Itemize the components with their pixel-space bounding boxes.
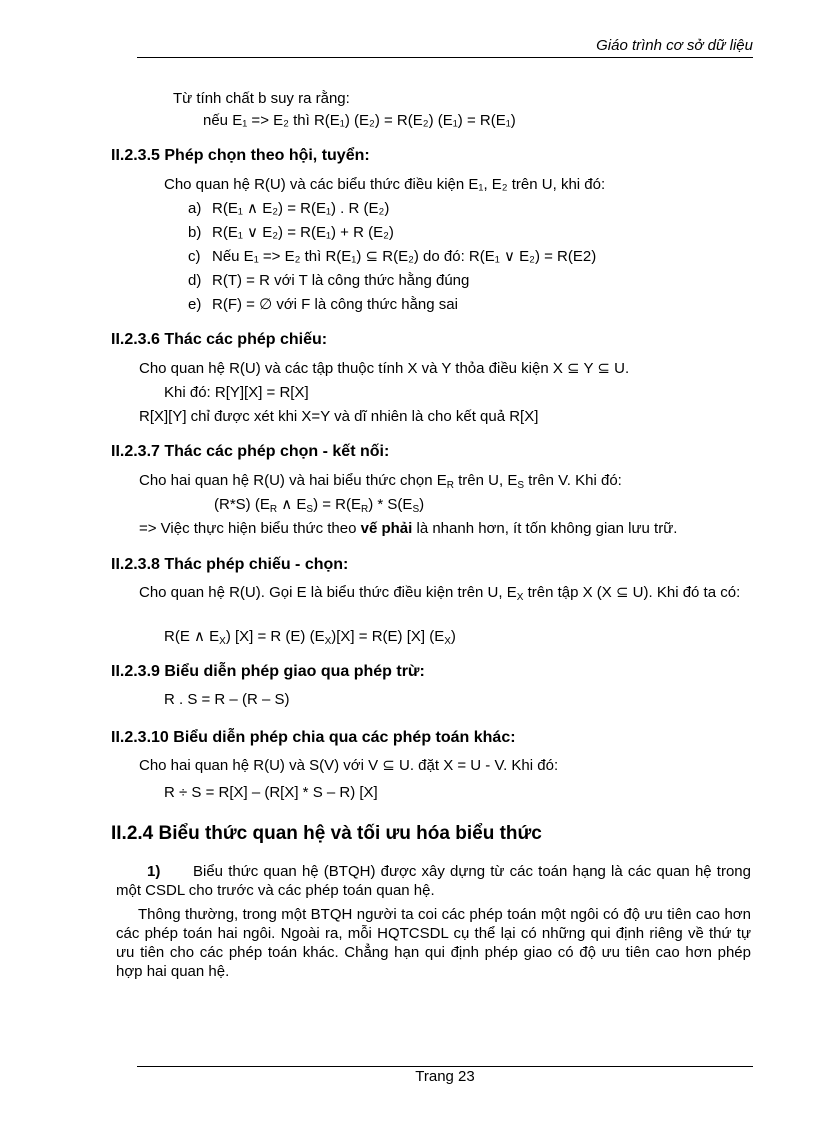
s235-item-c [188, 247, 596, 267]
s239-heading: II.2.3.9 Biểu diễn phép giao qua phép trừ: [111, 663, 425, 680]
item-text: Nếu E₁ => E₂ thì R(E₁) ⊆ R(E₂) do đó: R(E₁ ∨ E₂) = R(E2) [212, 248, 597, 265]
s236-line1: Cho quan hệ R(U) và các tập thuộc tính X và Y thỏa điều kiện X ⊆ Y ⊆ U. [139, 360, 630, 377]
s235-intro: Cho quan hệ R(U) và các biểu thức điều kiện E₁, E₂ trên U, khi đó: [164, 176, 606, 193]
result-text: là nhanh hơn, ít tốn không gian lưu trữ. [412, 520, 678, 537]
s238-formula: R(E ∧ $E_X$) [X] = R (E) $(E_X)[X] = R(E)$ [X] $(E_X)$ [164, 628, 456, 647]
s234-intro: Từ tính chất b suy ra rằng: [173, 90, 350, 107]
header-rule [137, 57, 753, 58]
item-text: R(E₁ ∨ E₂) = R(E₁) + R (E₂) [212, 224, 394, 241]
s237-line1: Cho hai quan hệ R(U) và hai biểu thức chọn $E_R$ trên U, $E_S$ trên V. Khi đó: [139, 472, 622, 491]
s237-formula: (R*S) ($E_R$ ∧ $E_S) = R(E_R) * S(E_S)$ [214, 496, 425, 515]
para-number: 1) [147, 863, 161, 880]
s235-heading: II.2.3.5 Phép chọn theo hội, tuyển: [111, 147, 370, 164]
s2310-formula: R ÷ S = R[X] – (R[X] * S – R) [X] [164, 784, 378, 801]
s236-heading: II.2.3.6 Thác các phép chiếu: [111, 331, 328, 348]
item-label: e) [188, 296, 202, 313]
result-emphasis: vế phải [360, 520, 413, 537]
s24-heading: II.2.4 Biểu thức quan hệ và tối ưu hóa biểu thức [111, 823, 542, 844]
item-text: R(F) = ∅ với F là công thức hằng sai [212, 296, 458, 313]
item-label: c) [188, 248, 201, 265]
s234-formula: nếu E₁ => E₂ thì R(E₁) (E₂) = R(E₂) (E₁) = R(E₁) [203, 112, 516, 129]
para-text: Biểu thức quan hệ (BTQH) được xây dựng từ các toán hạng là các quan hệ trong một CSDL cho trước và các phép toán quan hệ. [116, 863, 751, 899]
item-label: d) [188, 272, 202, 289]
s235-item-a [188, 199, 389, 219]
item-label: a) [188, 200, 202, 217]
s238-heading: II.2.3.8 Thác phép chiếu - chọn: [111, 556, 349, 573]
s24-para-1 [116, 862, 751, 900]
s2310-line1: Cho hai quan hệ R(U) và S(V) với V ⊆ U. đặt X = U - V. Khi đó: [139, 757, 559, 774]
s238-para: Cho quan hệ R(U). Gọi E là biểu thức điều kiện trên U, $E_X$ trên tập X (X ⊆ U). Khi đó ta có: [139, 584, 741, 603]
s235-item-d [188, 271, 469, 291]
item-label: b) [188, 224, 202, 241]
item-text: R(E₁ ∧ E₂) = R(E₁) . R (E₂) [212, 200, 390, 217]
s235-item-e [188, 295, 458, 315]
item-text: R(T) = R với T là công thức hằng đúng [212, 272, 470, 289]
running-header: Giáo trình cơ sở dữ liệu [596, 37, 753, 54]
s237-heading: II.2.3.7 Thác các phép chọn - kết nối: [111, 443, 390, 460]
s236-line3: R[X][Y] chỉ được xét khi X=Y và dĩ nhiên là cho kết quả R[X] [139, 408, 539, 425]
s239-formula: R . S = R – (R – S) [164, 691, 290, 708]
s2310-heading: II.2.3.10 Biểu diễn phép chia qua các phép toán khác: [111, 729, 516, 746]
s24-para-2: Thông thường, trong một BTQH người ta coi các phép toán một ngôi có độ ưu tiên cao hơn các phép toán hai ngôi. Ngoài ra, mỗi HQTCSDL cụ thể lại có những qui định riêng về thứ tự ưu tiên cho các phép toán khác. Chẳng hạn qui định phép giao có độ ưu tiên cao hơn phép hợp hai quan hệ. [116, 906, 751, 980]
s236-line2: Khi đó: R[Y][X] = R[X] [164, 384, 309, 401]
page-number: Trang 23 [415, 1068, 475, 1085]
result-text: => Việc thực hiện biểu thức theo [139, 520, 361, 537]
footer-rule [137, 1066, 753, 1067]
s237-result [139, 519, 677, 539]
s235-item-b [188, 223, 394, 243]
